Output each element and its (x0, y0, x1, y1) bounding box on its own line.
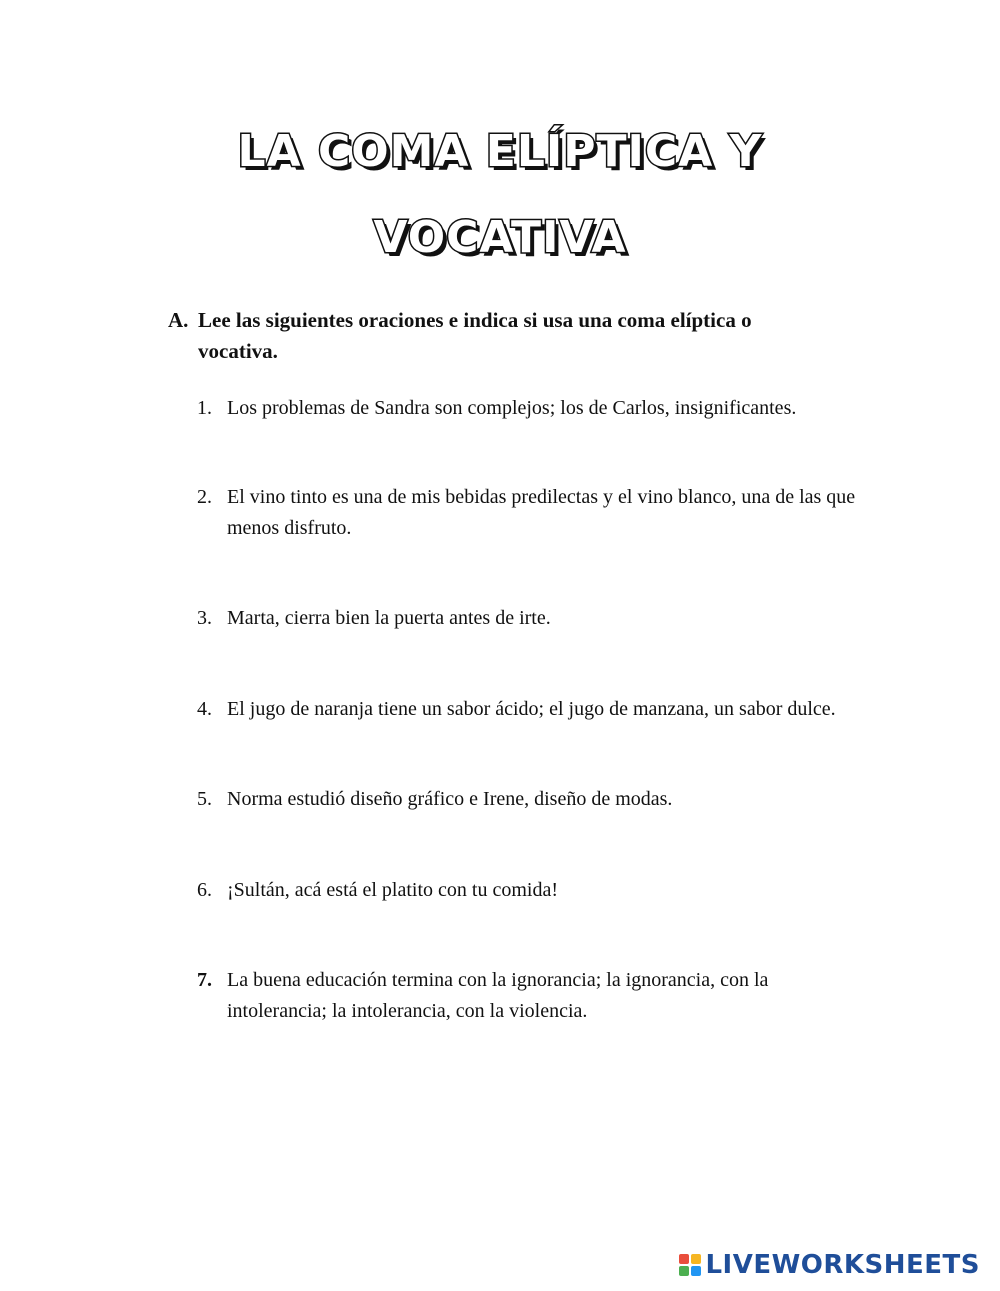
item-sentence: Norma estudió diseño gráfico e Irene, diseño de modas. (227, 788, 673, 810)
item-number: 3. (197, 607, 212, 629)
section-marker: A. (168, 308, 189, 332)
logo-block-yellow (691, 1254, 701, 1264)
list-item-7 (197, 965, 857, 1027)
logo-blocks-icon (679, 1254, 701, 1276)
item-number: 7. (197, 969, 212, 991)
item-number: 5. (197, 788, 212, 810)
item-sentence: La buena educación termina con la ignorancia; la ignorancia, con la intolerancia; la intolerancia, con la violencia. (227, 969, 769, 1022)
item-number: 2. (197, 486, 212, 508)
item-sentence: El jugo de naranja tiene un sabor ácido; el jugo de manzana, un sabor dulce. (227, 698, 836, 720)
page-title-line-2: VOCATIVA (373, 212, 627, 263)
logo-block-green (679, 1266, 689, 1276)
logo-text: LIVEWORKSHEETS (705, 1250, 980, 1280)
list-item-2 (197, 482, 857, 544)
list-item-5 (197, 784, 857, 815)
liveworksheets-logo[interactable] (679, 1250, 980, 1280)
section-instruction-text: Lee las siguientes oraciones e indica si usa una coma elíptica o vocativa. (198, 308, 752, 363)
item-number: 1. (197, 397, 212, 419)
item-number: 6. (197, 879, 212, 901)
page-title-line-1: LA COMA ELÍPTICA Y (237, 126, 763, 177)
item-sentence: El vino tinto es una de mis bebidas predilectas y el vino blanco, una de las que menos disfruto. (227, 486, 856, 539)
list-item-4 (197, 694, 857, 725)
item-number: 4. (197, 698, 212, 720)
list-item-3 (197, 603, 857, 634)
logo-block-red (679, 1254, 689, 1264)
item-sentence: Los problemas de Sandra son complejos; los de Carlos, insignificantes. (227, 397, 797, 419)
item-sentence: Marta, cierra bien la puerta antes de irte. (227, 607, 551, 629)
list-item-6 (197, 875, 857, 906)
logo-block-blue (691, 1266, 701, 1276)
section-a-instruction (168, 305, 828, 367)
list-item-1 (197, 393, 857, 424)
item-sentence: ¡Sultán, acá está el platito con tu comida! (227, 879, 558, 901)
